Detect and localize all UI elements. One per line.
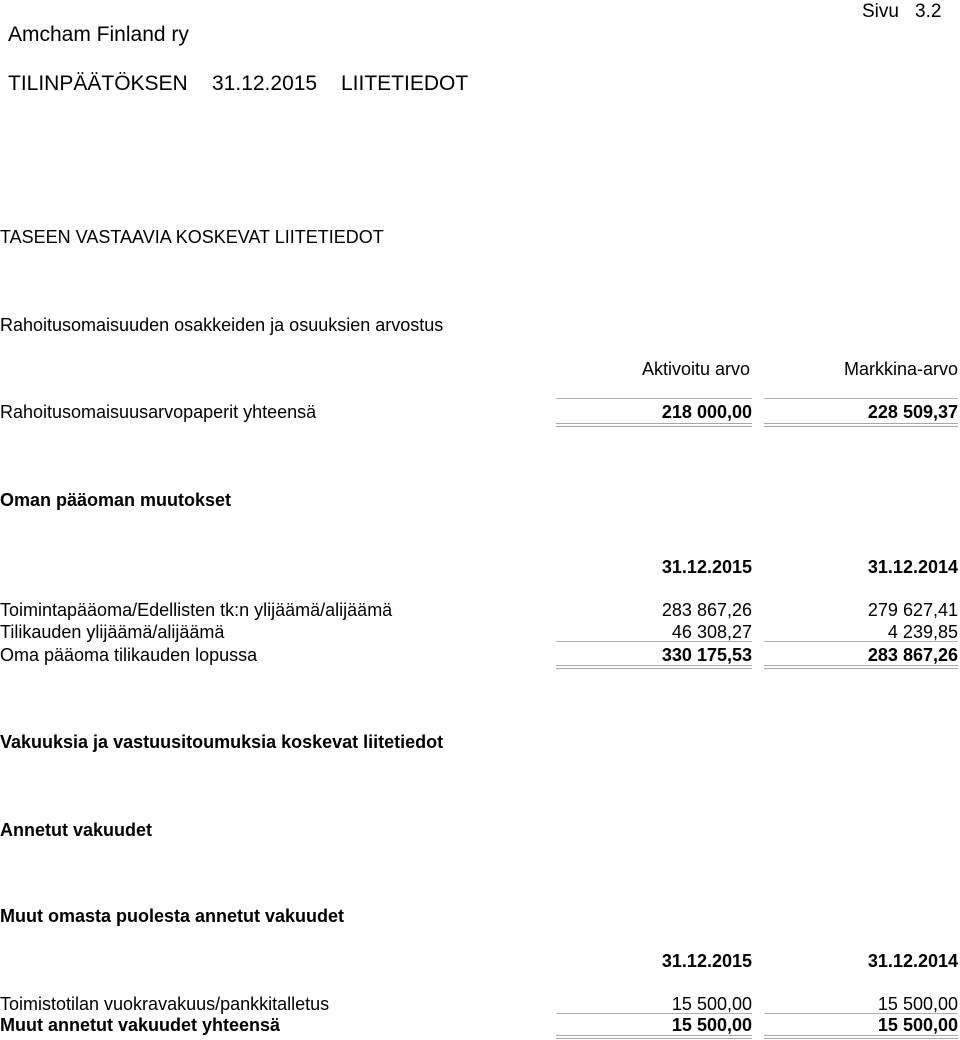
divider	[556, 398, 752, 399]
page-number: 3.2	[915, 1, 942, 22]
collateral-col-2014: 31.12.2014	[867, 951, 958, 971]
collateral-total-label: Muut annetut vakuudet yhteensä	[0, 1015, 281, 1035]
securities-heading: Rahoitusomaisuuden osakkeiden ja osuuksien arvostus	[0, 315, 444, 335]
divider	[764, 398, 958, 399]
equity-row-label: Tilikauden ylijäämä/alijäämä	[0, 622, 225, 642]
double-underline	[556, 665, 752, 669]
equity-total-label: Oma pääoma tilikauden lopussa	[0, 645, 258, 665]
double-underline	[556, 423, 752, 427]
securities-col-market-value: Markkina-arvo	[843, 359, 958, 379]
doc-title-date: 31.12.2015	[212, 72, 318, 95]
other-collateral-heading: Muut omasta puolesta annetut vakuudet	[0, 906, 345, 926]
equity-total-value-2014: 283 867,26	[867, 645, 958, 665]
collateral-total-value-2015: 15 500,00	[671, 1015, 752, 1035]
divider	[764, 1013, 958, 1014]
doc-title-word: TILINPÄÄTÖKSEN	[8, 72, 188, 95]
collateral-total-value-2014: 15 500,00	[877, 1015, 958, 1035]
double-underline	[764, 423, 958, 427]
double-underline	[764, 1035, 958, 1039]
divider	[764, 641, 958, 642]
double-underline	[764, 665, 958, 669]
equity-col-2014: 31.12.2014	[867, 557, 958, 577]
collateral-row-label: Toimistotilan vuokravakuus/pankkitalletus	[0, 994, 330, 1014]
divider	[556, 641, 752, 642]
securities-total-label: Rahoitusomaisuusarvopaperit yhteensä	[0, 402, 317, 422]
section-title: TASEEN VASTAAVIA KOSKEVAT LIITETIEDOT	[0, 227, 384, 247]
equity-heading: Oman pääoman muutokset	[0, 490, 232, 510]
page-label: Sivu	[862, 1, 899, 22]
collateral-col-2015: 31.12.2015	[661, 951, 752, 971]
doc-title-notes: LIITETIEDOT	[341, 72, 469, 95]
given-collateral-heading: Annetut vakuudet	[0, 820, 153, 840]
equity-row-label: Toimintapääoma/Edellisten tk:n ylijäämä/alijäämä	[0, 600, 393, 620]
securities-col-book-value: Aktivoitu arvo	[641, 359, 750, 379]
collateral-row-value-2014: 15 500,00	[877, 994, 958, 1014]
equity-row-value-2015: 283 867,26	[661, 600, 752, 620]
divider	[556, 1013, 752, 1014]
collateral-row-value-2015: 15 500,00	[671, 994, 752, 1014]
collateral-heading: Vakuuksia ja vastuusitoumuksia koskevat liitetiedot	[0, 732, 444, 752]
equity-total-value-2015: 330 175,53	[661, 645, 752, 665]
securities-total-market-value: 228 509,37	[867, 402, 958, 422]
company-name: Amcham Finland ry	[8, 23, 189, 46]
equity-row-value-2014: 4 239,85	[887, 622, 958, 642]
double-underline	[556, 1035, 752, 1039]
equity-row-value-2014: 279 627,41	[867, 600, 958, 620]
securities-total-book-value: 218 000,00	[661, 402, 752, 422]
equity-row-value-2015: 46 308,27	[671, 622, 752, 642]
equity-col-2015: 31.12.2015	[661, 557, 752, 577]
